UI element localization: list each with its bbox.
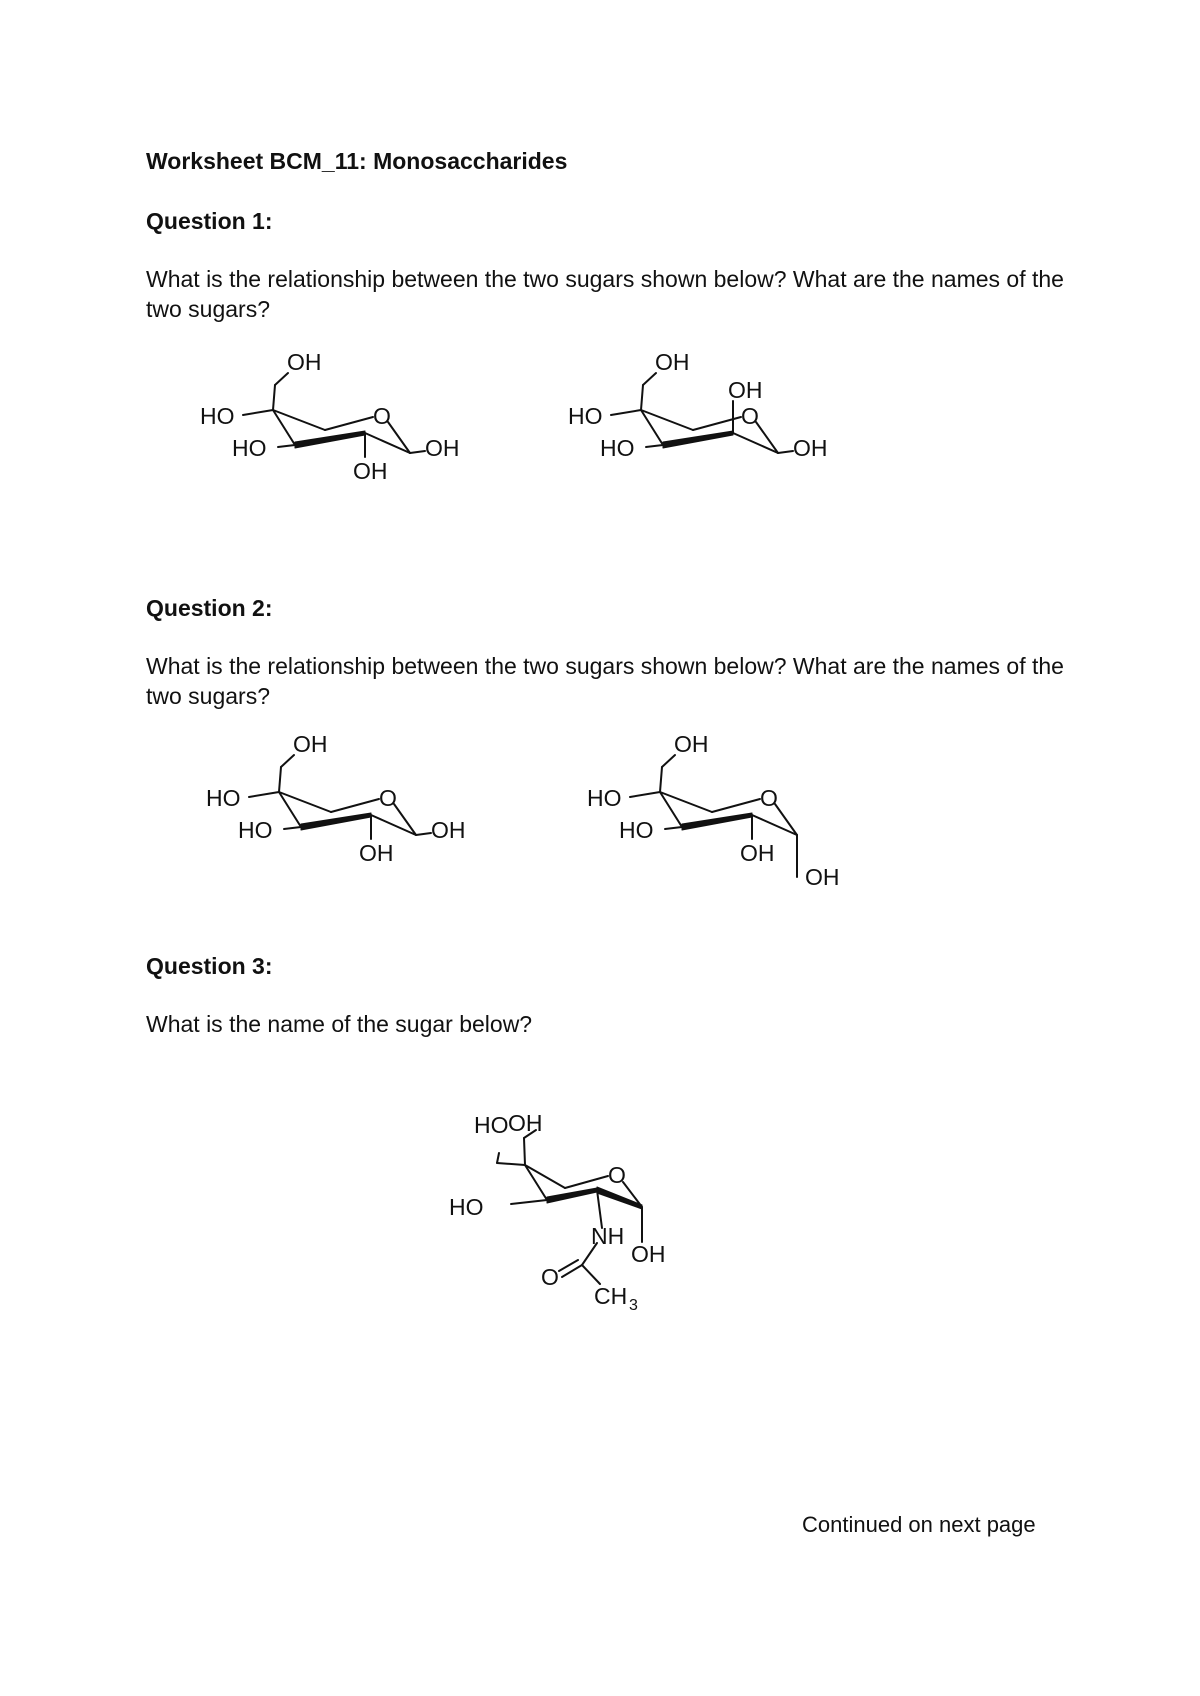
hydroxyl-label: OH (655, 349, 690, 375)
hydroxyl-label: OH (674, 731, 709, 757)
hydroxyl-label: HO (238, 817, 273, 843)
bond (273, 385, 275, 410)
ring-bond (712, 799, 760, 812)
ring-bond (630, 792, 660, 797)
bond (524, 1138, 525, 1165)
ring-bond-wedge (295, 431, 365, 448)
bond (582, 1265, 600, 1284)
ring-bond (279, 792, 331, 812)
ring-bond-wedge (663, 431, 733, 448)
hydroxyl-label: OH (353, 458, 388, 484)
bond (497, 1153, 499, 1163)
hydroxyl-label: HO (232, 435, 267, 461)
bond (279, 767, 281, 792)
ring-oxygen-label: O (608, 1162, 626, 1188)
bond (278, 445, 295, 447)
hydroxyl-label: OH (728, 377, 763, 403)
hydroxyl-label: OH (793, 435, 828, 461)
hydroxyl-label: OH (425, 435, 460, 461)
ring-bond (497, 1163, 525, 1165)
bond (778, 451, 793, 453)
ring-bond-wedge (682, 813, 752, 830)
hydroxyl-label: OH (740, 840, 775, 866)
hydroxyl-label: OH (631, 1241, 666, 1267)
q2-sugar-right (567, 727, 907, 917)
bond (511, 1200, 547, 1204)
hydroxyl-label: OH (431, 817, 466, 843)
ring-bond (525, 1165, 565, 1188)
hydroxyl-label: HO (587, 785, 622, 811)
ring-bond-wedge (301, 813, 371, 830)
question-2-text: What is the relationship between the two sugars shown below? What are the names of the two sugars? (146, 653, 1064, 709)
q1-sugar-left (180, 345, 520, 515)
ring-oxygen-label: O (379, 785, 397, 811)
ring-oxygen-label: O (760, 785, 778, 811)
bond (416, 833, 431, 835)
q3-sugar (432, 1100, 752, 1350)
ring-bond (249, 792, 279, 797)
carbonyl-oxygen-label: O (541, 1264, 559, 1290)
worksheet-title: Worksheet BCM_11: Monosaccharides (146, 148, 568, 174)
hydroxyl-label: HO (619, 817, 654, 843)
ring-bond (331, 799, 379, 812)
bond (641, 385, 643, 410)
question-3-text: What is the name of the sugar below? (146, 1011, 533, 1037)
question-1-text: What is the relationship between the two sugars shown below? What are the names of the two sugars? (146, 266, 1064, 322)
hydroxyl-label: HO (200, 403, 235, 429)
ring-bond (660, 792, 712, 812)
hydroxyl-label: HO (449, 1194, 484, 1220)
continued-note: Continued on next page (802, 1512, 1036, 1537)
ring-bond (641, 410, 693, 430)
methyl-label: CH (594, 1283, 628, 1309)
hydroxyl-label: OH (287, 349, 322, 375)
hydroxyl-label: OH (805, 864, 840, 890)
bond (284, 827, 301, 829)
bond (646, 445, 663, 447)
methyl-subscript: 3 (629, 1297, 638, 1314)
ring-oxygen-label: O (373, 403, 391, 429)
amine-label: NH (591, 1223, 625, 1249)
hydroxyl-label: HO (474, 1112, 509, 1138)
question-1-heading: Question 1: (146, 208, 273, 234)
question-2-heading: Question 2: (146, 595, 273, 621)
hydroxyl-label: OH (508, 1110, 543, 1136)
question-3-heading: Question 3: (146, 953, 273, 979)
bond (665, 827, 682, 829)
ring-bond (273, 410, 325, 430)
ring-bond (243, 410, 273, 415)
bond (660, 767, 662, 792)
hydroxyl-label: OH (359, 840, 394, 866)
ring-bond (325, 417, 373, 430)
hydroxyl-label: HO (600, 435, 635, 461)
ring-bond-wedge (547, 1188, 597, 1203)
q1-sugar-right (548, 345, 888, 515)
ring-oxygen-label: O (741, 403, 759, 429)
hydroxyl-label: HO (206, 785, 241, 811)
hydroxyl-label: OH (293, 731, 328, 757)
bond (410, 451, 425, 453)
hydroxyl-label: HO (568, 403, 603, 429)
q2-sugar-left (186, 727, 526, 897)
ring-bond (611, 410, 641, 415)
ring-bond (565, 1176, 608, 1188)
